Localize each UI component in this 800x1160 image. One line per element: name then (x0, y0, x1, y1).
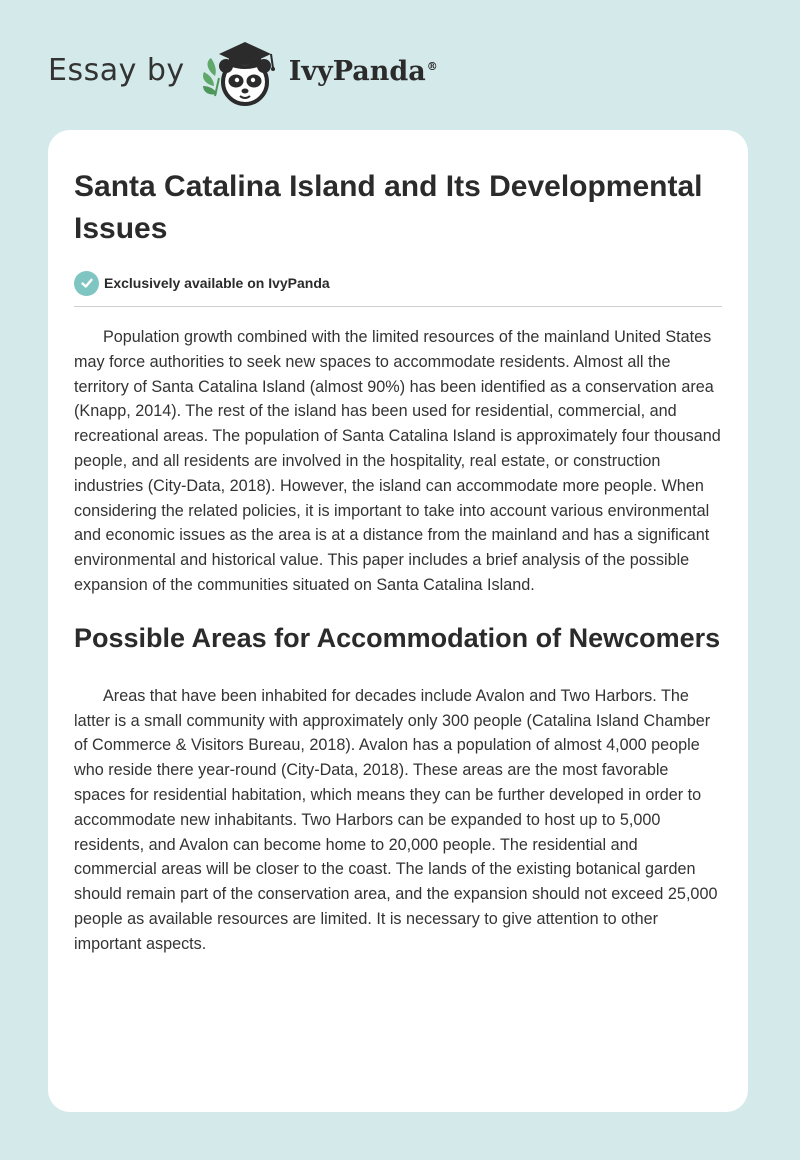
section-heading: Possible Areas for Accommodation of Newcomers (74, 622, 721, 653)
essay-by-label: Essay by (48, 52, 185, 88)
intro-paragraph: Population growth combined with the limited resources of the mainland United States may force authorities to seek new spaces to accommodate residents. Almost all the territory of Santa Catalina Island (almost 90%) has been identified as a conservation area (Knapp, 2014). The rest of the island has been used for residential, commercial, and recreational areas. The population of Santa Catalina Island is approximately four thousand people, and all residents are involved in the hospitality, real estate, or construction industries (City-Data, 2018). However, the island can accommodate more people. When considering the related policies, it is important to take into account various environmental and economic issues as the area is at a distance from the mainland and has a significant environmental and historical value. This paper includes a brief analysis of the possible expansion of the communities situated on Santa Catalina Island. (74, 328, 721, 594)
essay-card (48, 130, 748, 1112)
exclusive-badge (74, 270, 722, 296)
divider (74, 306, 722, 307)
site-header (48, 36, 438, 108)
ivypanda-brand[interactable]: IvyPanda® (288, 55, 438, 87)
check-icon (74, 271, 99, 296)
section-paragraph: Areas that have been inhabited for decades include Avalon and Two Harbors. The latter is a small community with approximately only 300 people (Catalina Island Chamber of Commerce & Visitors Bureau, 2018). Avalon has a population of almost 4,000 people who reside there year-round (City-Data, 2018). These areas are the most favorable spaces for residential habitation, which means they can be further developed in order to accommodate new inhabitants. Two Harbors can be expanded to host up to 5,000 residents, and Avalon can become home to 20,000 people. The residential and commercial areas will be closer to the coast. The lands of the existing botanical garden should remain part of the conservation area, and the expansion should not exceed 25,000 people as available resources are limited. It is necessary to give attention to other important aspects. (74, 686, 718, 953)
exclusive-badge-label: Exclusively available on IvyPanda (104, 275, 330, 291)
panda-graduate-logo-icon[interactable] (195, 36, 287, 108)
page-title: Santa Catalina Island and Its Developmental Issues (74, 170, 703, 245)
